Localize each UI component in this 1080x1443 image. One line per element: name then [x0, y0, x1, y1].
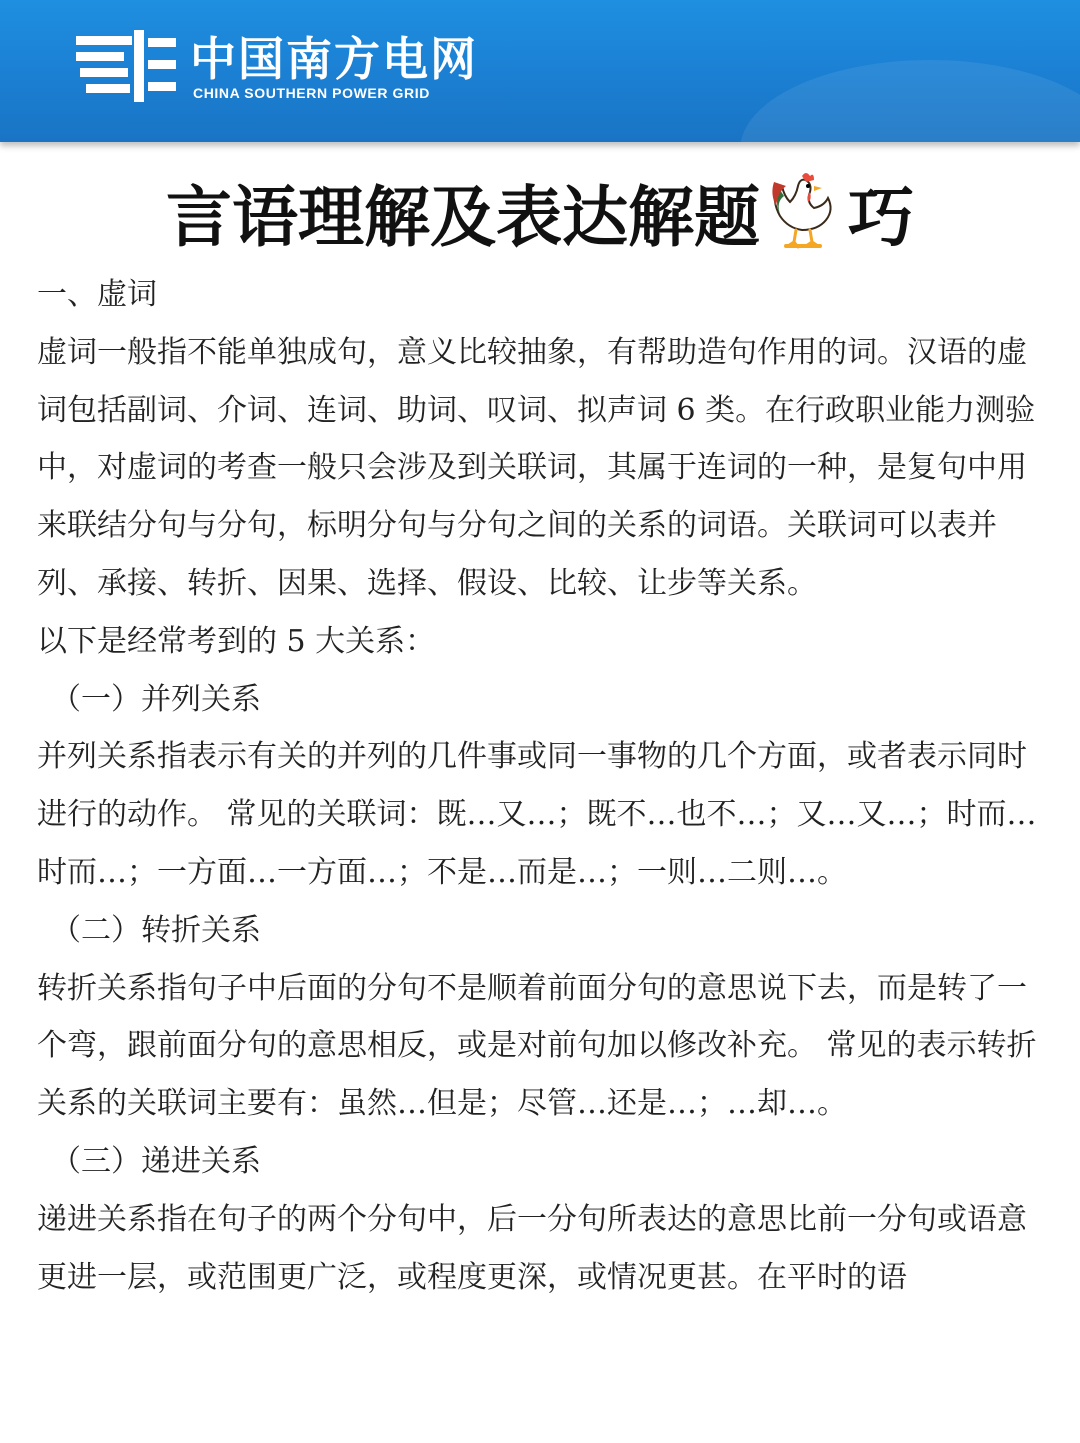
- subsection-heading: （一）并列关系: [51, 681, 261, 717]
- header-banner: [0, 0, 1080, 142]
- paragraph: 以下是经常考到的 5 大关系：: [37, 623, 436, 659]
- paragraph: 并列关系指表示有关的并列的几件事或同一事物的几个方面，或者表示同时进行的动作。 常见的关联词：既…又…；既不…也不…；又…又…；时而…时而…；一方面…一方面…；不是…而是…；一则…二则…。: [37, 739, 1037, 890]
- rooster-icon: [766, 172, 842, 250]
- brand-name-en: CHINA SOUTHERN POWER GRID: [193, 85, 430, 101]
- paragraph: 递进关系指在句子的两个分句中，后一分句所表达的意思比前一分句或语意更进一层，或范围更广泛，或程度更深，或情况更甚。在平时的语: [37, 1201, 1027, 1295]
- article-body: [37, 266, 1047, 1306]
- section-heading: 一、虚词: [37, 277, 157, 312]
- paragraph: 转折关系指句子中后面的分句不是顺着前面分句的意思说下去，而是转了一个弯，跟前面分句的意思相反，或是对前句加以修改补充。 常见的表示转折关系的关联词主要有：虽然…但是；尽管…还是…；…却…。: [37, 970, 1037, 1122]
- csg-logo-icon: [76, 30, 176, 102]
- brand-name-cn: 中国南方电网: [190, 32, 478, 86]
- subsection-heading: （三）递进关系: [51, 1143, 261, 1179]
- banner-sheen: [740, 60, 1080, 142]
- subsection-heading: （二）转折关系: [51, 912, 261, 948]
- title-text-after: 巧: [848, 177, 914, 256]
- title-text-before: 言语理解及表达解题: [166, 177, 760, 256]
- paragraph: 虚词一般指不能单独成句，意义比较抽象，有帮助造句作用的词。汉语的虚词包括副词、介词、连词、助词、叹词、拟声词 6 类。在行政职业能力测验中，对虚词的考查一般只会涉及到关联词，其属于连词的一种，是复句中用来联结分句与分句，标明分句与分句之间的关系的词语。关联词可以表并列、承接、转折、因果、选择、假设、比较、让步等关系。: [37, 334, 1036, 601]
- page-title: [0, 166, 1080, 256]
